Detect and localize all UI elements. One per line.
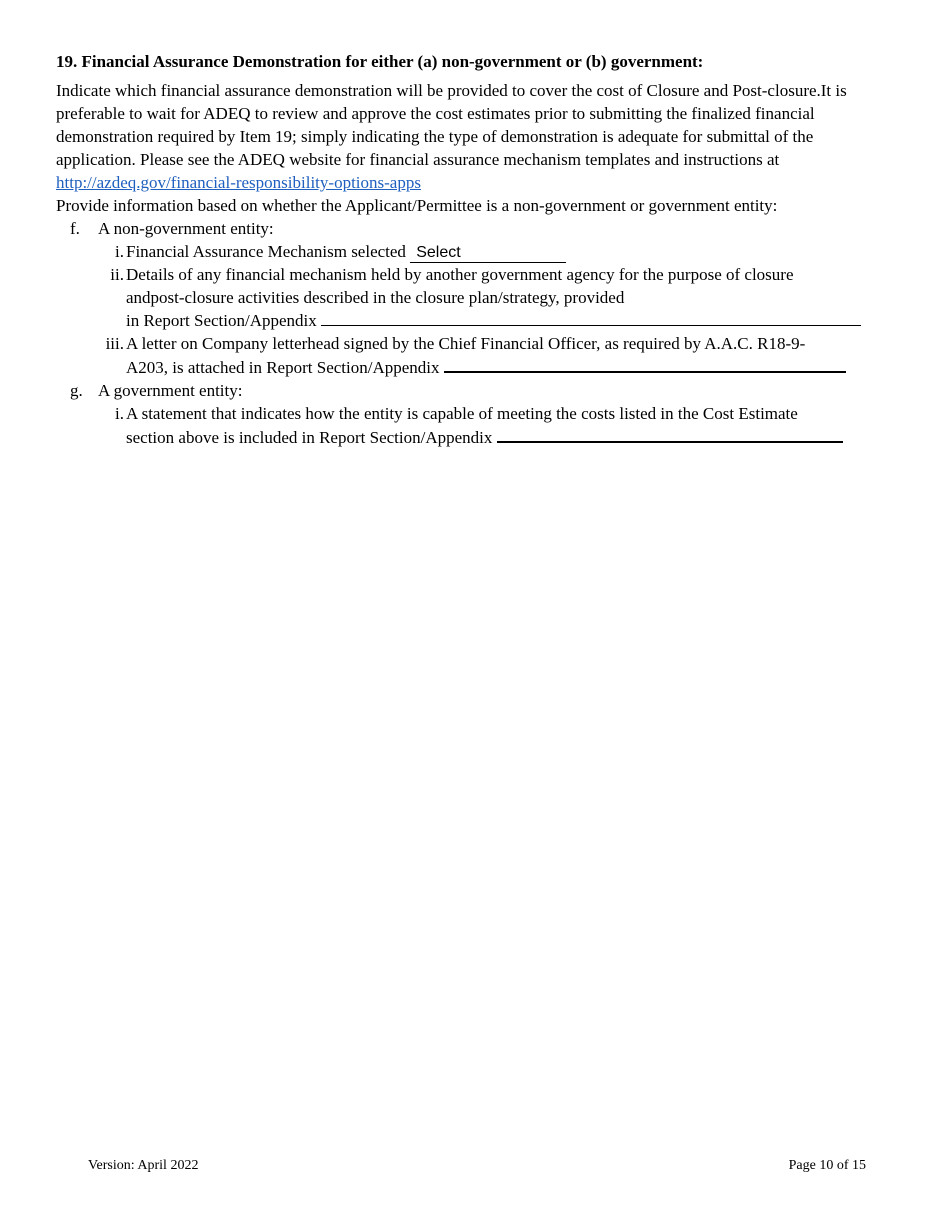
item-f-iii <box>56 332 886 379</box>
item-f-i-text: Financial Assurance Mechanism selected <box>126 242 406 261</box>
report-section-field-f-ii[interactable] <box>321 309 861 326</box>
provide-info-text: Provide information based on whether the Applicant/Permittee is a non-government or government entity: <box>56 196 778 215</box>
item-f-ii-marker: ii. <box>110 265 124 284</box>
mechanism-select[interactable]: Select <box>410 245 566 263</box>
item-g-marker: g. <box>70 381 83 400</box>
item-f-ii-line3: in Report Section/Appendix <box>126 311 317 330</box>
item-f-i <box>56 240 886 263</box>
item-f-ii-line1: Details of any financial mechanism held by another government agency for the purpose of closure <box>126 265 794 284</box>
form-page <box>56 50 886 449</box>
adeq-link[interactable]: http://azdeq.gov/financial-responsibility-options-apps <box>56 173 421 192</box>
report-section-field-g-i[interactable] <box>497 425 843 443</box>
item-f-iii-marker: iii. <box>105 334 124 353</box>
item-g <box>56 379 886 402</box>
item-g-i <box>56 402 886 449</box>
footer-version: Version: April 2022 <box>88 1158 199 1173</box>
item-g-i-line1: A statement that indicates how the entity is capable of meeting the costs listed in the Cost Estimate <box>126 404 798 423</box>
footer-page-number: Page 10 of 15 <box>788 1158 866 1173</box>
item-f-iii-line2-row <box>126 355 886 379</box>
item-f-ii <box>56 263 886 332</box>
intro-text: Indicate which financial assurance demonstration will be provided to cover the cost of Closure and Post-closure.It is preferable to wait for ADEQ to review and approve the cost estimates prior to submitting the finalized financial demonstration required by Item 19; simply indicating the type of demonstration is adequate for submittal of the application. Please see the ADEQ website for financial assurance mechanism templates and instructions at <box>56 81 847 169</box>
item-g-label: A government entity: <box>98 381 243 400</box>
item-g-i-line2-row <box>126 425 886 449</box>
item-f-ii-line3-row <box>126 309 886 332</box>
item-f <box>56 217 886 240</box>
section-heading: 19. Financial Assurance Demonstration for either (a) non-government or (b) government: <box>56 52 704 71</box>
item-f-marker: f. <box>70 219 80 238</box>
item-f-ii-line2: andpost-closure activities described in the closure plan/strategy, provided <box>126 288 625 307</box>
item-g-i-marker: i. <box>115 404 124 423</box>
item-f-iii-line1: A letter on Company letterhead signed by the Chief Financial Officer, as required by A.A.C. R18-9- <box>126 334 806 353</box>
intro-paragraph <box>56 79 886 194</box>
item-g-i-line2: section above is included in Report Section/Appendix <box>126 428 493 447</box>
report-section-field-f-iii[interactable] <box>444 355 846 373</box>
item-f-iii-line2: A203, is attached in Report Section/Appendix <box>126 358 440 377</box>
item-f-label: A non-government entity: <box>98 219 274 238</box>
item-f-i-marker: i. <box>115 242 124 261</box>
